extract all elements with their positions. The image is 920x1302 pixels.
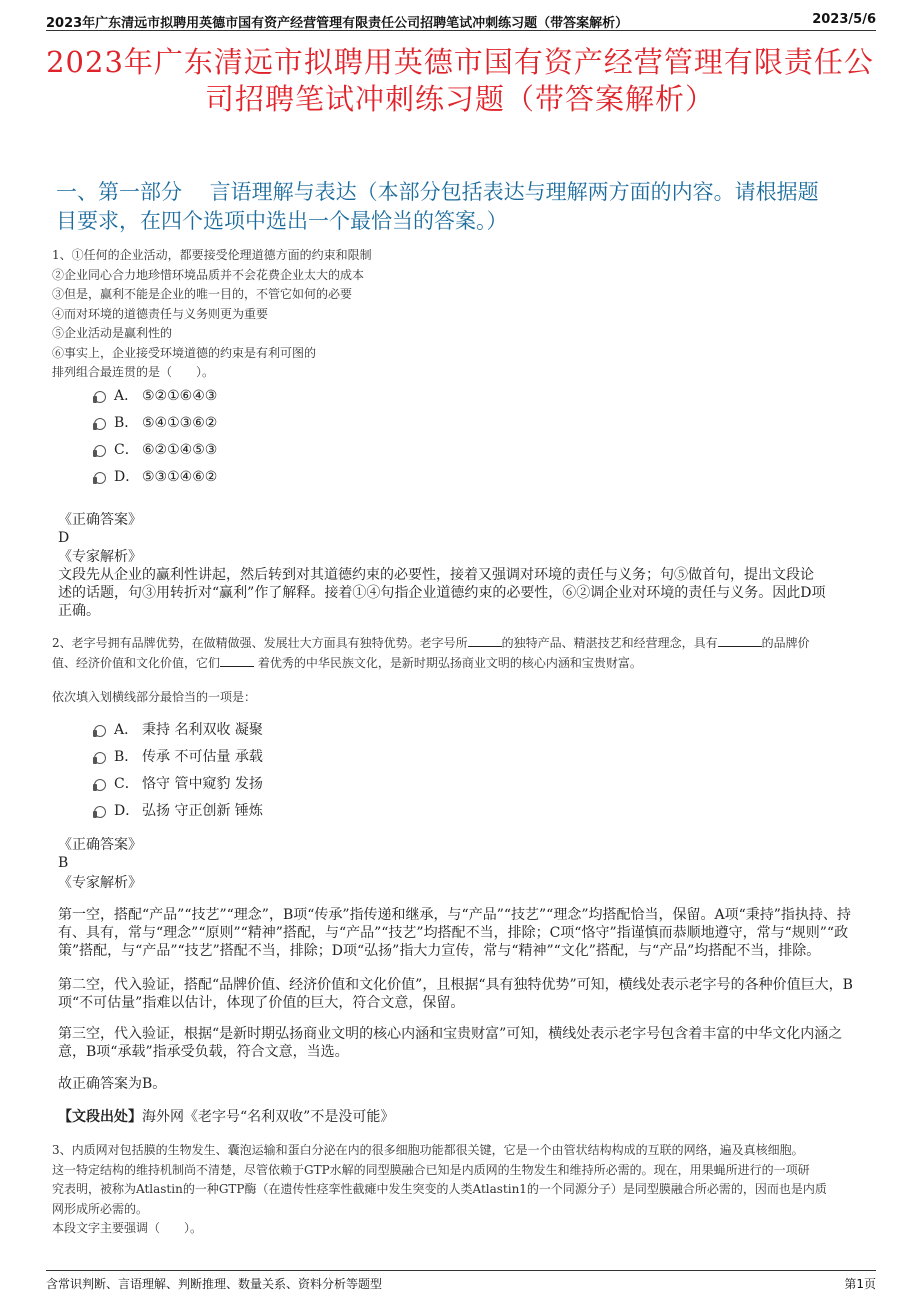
question-2-stem [52,634,872,673]
question-1-stem [52,246,872,383]
source-label: 【文段出处】 [58,1109,142,1125]
q2-answer-label: 《正确答案》 [58,837,142,853]
source-text: 海外网《老字号“名利双收”不是没可能》 [142,1109,395,1125]
option-text: ⑤②①⑥④③ [142,388,218,404]
q1-option-d[interactable] [94,467,217,487]
radio-icon[interactable] [94,752,106,764]
q1-answer: D [58,530,70,546]
radio-icon[interactable] [94,391,106,403]
q1-answer-label: 《正确答案》 [58,512,142,528]
radio-icon[interactable] [94,806,106,818]
option-text: ⑥②①④⑤③ [142,442,218,458]
q2-stem-part: 的品牌价 [761,636,810,650]
section-line-2: 目要求，在四个选项中选出一个最恰当的答案。） [56,209,508,233]
q2-stem-line-2 [52,654,872,674]
option-text: 弘扬 守正创新 锤炼 [142,803,263,819]
q1-option-c[interactable] [94,440,217,460]
q2-option-b[interactable] [94,747,263,767]
q1-analysis-line-1: 文段先从企业的赢利性讲起，然后转到对其道德约束的必要性，接着又强调对环境的责任与义务；句⑤做首句，提出文段论 [58,567,814,583]
q2-stem-part: 2、老字号拥有品牌优势，在做精做强、发展壮大方面具有独特优势。老字号所 [52,636,468,650]
option-letter: C． [114,776,139,792]
q1-option-a[interactable] [94,386,217,406]
q2-analysis-label: 《专家解析》 [58,875,142,891]
option-letter: C． [114,442,139,458]
document-title [40,44,880,118]
radio-icon[interactable] [94,418,106,430]
radio-icon[interactable] [94,445,106,457]
radio-icon[interactable] [94,725,106,737]
option-letter: B． [114,415,139,431]
q1-line: ④而对环境的道德责任与义务则更为重要 [52,306,269,321]
q2-stem-part: 着优秀的中华民族文化，是新时期弘扬商业文明的核心内涵和宝贵财富。 [254,655,642,670]
title-line-1: 2023年广东清远市拟聘用英德市国有资产经营管理有限责任公 [46,45,874,79]
fill-blank-2 [718,634,762,647]
q2-analysis-para-2: 第二空，代入验证，搭配“品牌价值、经济价值和文化价值”，且根据“具有独特优势”可知，横线处表示老字号的各种价值巨大，B项“不可估量”指难以估计，体现了价值的巨大，符合文意，保留。 [58,977,853,1011]
q3-line: 网形成所必需的。 [52,1201,149,1216]
page-footer [46,1270,876,1293]
radio-icon[interactable] [94,779,106,791]
q1-analysis-label: 《专家解析》 [58,549,142,565]
q2-analysis-para-1: 第一空，搭配“产品”“技艺”“理念”，B项“传承”指传递和继承，与“产品”“技艺”“理念”均搭配恰当，保留。A项“秉持”指执持、持有、具有，常与“理念”“原则”“精神”搭配，与“产品”“技艺”均搭配不当，排除；C项“恪守”指谨慎而恭顺地遵守，常与“规则”“政策”搭配，与“产品”“技艺”搭配不当，排除；D项“弘扬”指大力宣传，常与“精神”“文化”搭配，与“产品”均搭配不当，排除。 [58,907,851,959]
fill-blank-1 [468,634,502,647]
q1-line: ②企业同心合力地珍惜环境品质并不会花费企业太大的成本 [52,267,365,282]
fill-blank-3 [220,654,254,667]
q1-line: 排列组合最连贯的是（ ）。 [52,365,215,379]
q1-analysis-line-2: 述的话题，句③用转折对“赢利”作了解释。接着①④句指企业道德约束的必要性，⑥②调企业对环境的责任与义务。因此D项 [58,585,826,601]
page-number: 第1页 [844,1277,876,1291]
title-line-2: 司招聘笔试冲刺练习题（带答案解析） [204,82,715,116]
option-letter: D． [114,469,140,485]
q2-answer: B [58,855,69,871]
q2-stem-line-1 [52,634,872,654]
header-date: 2023/5/6 [812,12,876,27]
q1-analysis-line-3: 正确。 [58,603,100,619]
section-heading [56,178,866,236]
page-header [46,10,876,31]
q1-line: 1、①任何的企业活动，都要接受伦理道德方面的约束和限制 [52,248,372,262]
q2-stem-part: 的独特产品、精湛技艺和经营理念，具有 [501,636,718,650]
q2-stem-part: 值、经济价值和文化价值，它们 [52,655,221,670]
option-text: 传承 不可估量 承载 [142,749,263,765]
option-letter: D． [114,803,140,819]
question-3-stem [52,1141,872,1239]
q2-analysis-para-3: 第三空，代入验证，根据“是新时期弘扬商业文明的核心内涵和宝贵财富”可知，横线处表示老字号包含着丰富的中华文化内涵之意，B项“承载”指承受负载，符合文意，当选。 [58,1026,843,1060]
q3-line: 本段文字主要强调（ ）。 [52,1221,203,1235]
q3-line: 究表明，被称为Atlastin的一种GTP酶（在遗传性痉挛性截瘫中发生突变的人类Atlastin1的一个同源分子）是同型膜融合所必需的，因而也是内质 [52,1182,827,1196]
q3-line: 3、内质网对包括膜的生物发生、囊泡运输和蛋白分泌在内的很多细胞功能都很关键，它是一个由管状结构构成的互联的网络，遍及真核细胞。 [52,1143,804,1157]
header-title: 2023年广东清远市拟聘用英德市国有资产经营管理有限责任公司招聘笔试冲刺练习题（带答案解析） [46,16,629,31]
radio-icon[interactable] [94,472,106,484]
option-letter: A． [114,388,139,404]
q2-conclusion: 故正确答案为B。 [58,1076,167,1092]
q2-source [58,1108,864,1126]
q1-option-b[interactable] [94,413,217,433]
q2-option-c[interactable] [94,774,263,794]
section-line-1: 一、第一部分 言语理解与表达（本部分包括表达与理解两方面的内容。请根据题 [56,180,819,204]
option-text: ⑤③①④⑥② [142,469,218,485]
q3-line: 这一特定结构的维持机制尚不清楚，尽管依赖于GTP水解的同型膜融合已知是内质网的生物发生和维持所必需的。现在，用果蝇所进行的一项研 [52,1162,810,1177]
option-text: 恪守 管中窥豹 发扬 [142,776,263,792]
q1-line: ⑤企业活动是赢利性的 [52,326,173,340]
option-letter: B． [114,749,139,765]
q1-line: ③但是，赢利不能是企业的唯一目的，不管它如何的必要 [52,287,353,301]
footer-note: 含常识判断、言语理解、判断推理、数量关系、资料分析等题型 [46,1277,383,1291]
q2-option-a[interactable] [94,720,263,740]
q2-option-d[interactable] [94,801,263,821]
option-text: 秉持 名利双收 凝聚 [142,722,263,738]
option-text: ⑤④①③⑥② [142,415,218,431]
q2-prompt: 依次填入划横线部分最恰当的一项是： [52,690,257,704]
q1-line: ⑥事实上，企业接受环境道德的约束是有利可图的 [52,345,317,360]
option-letter: A． [114,722,139,738]
